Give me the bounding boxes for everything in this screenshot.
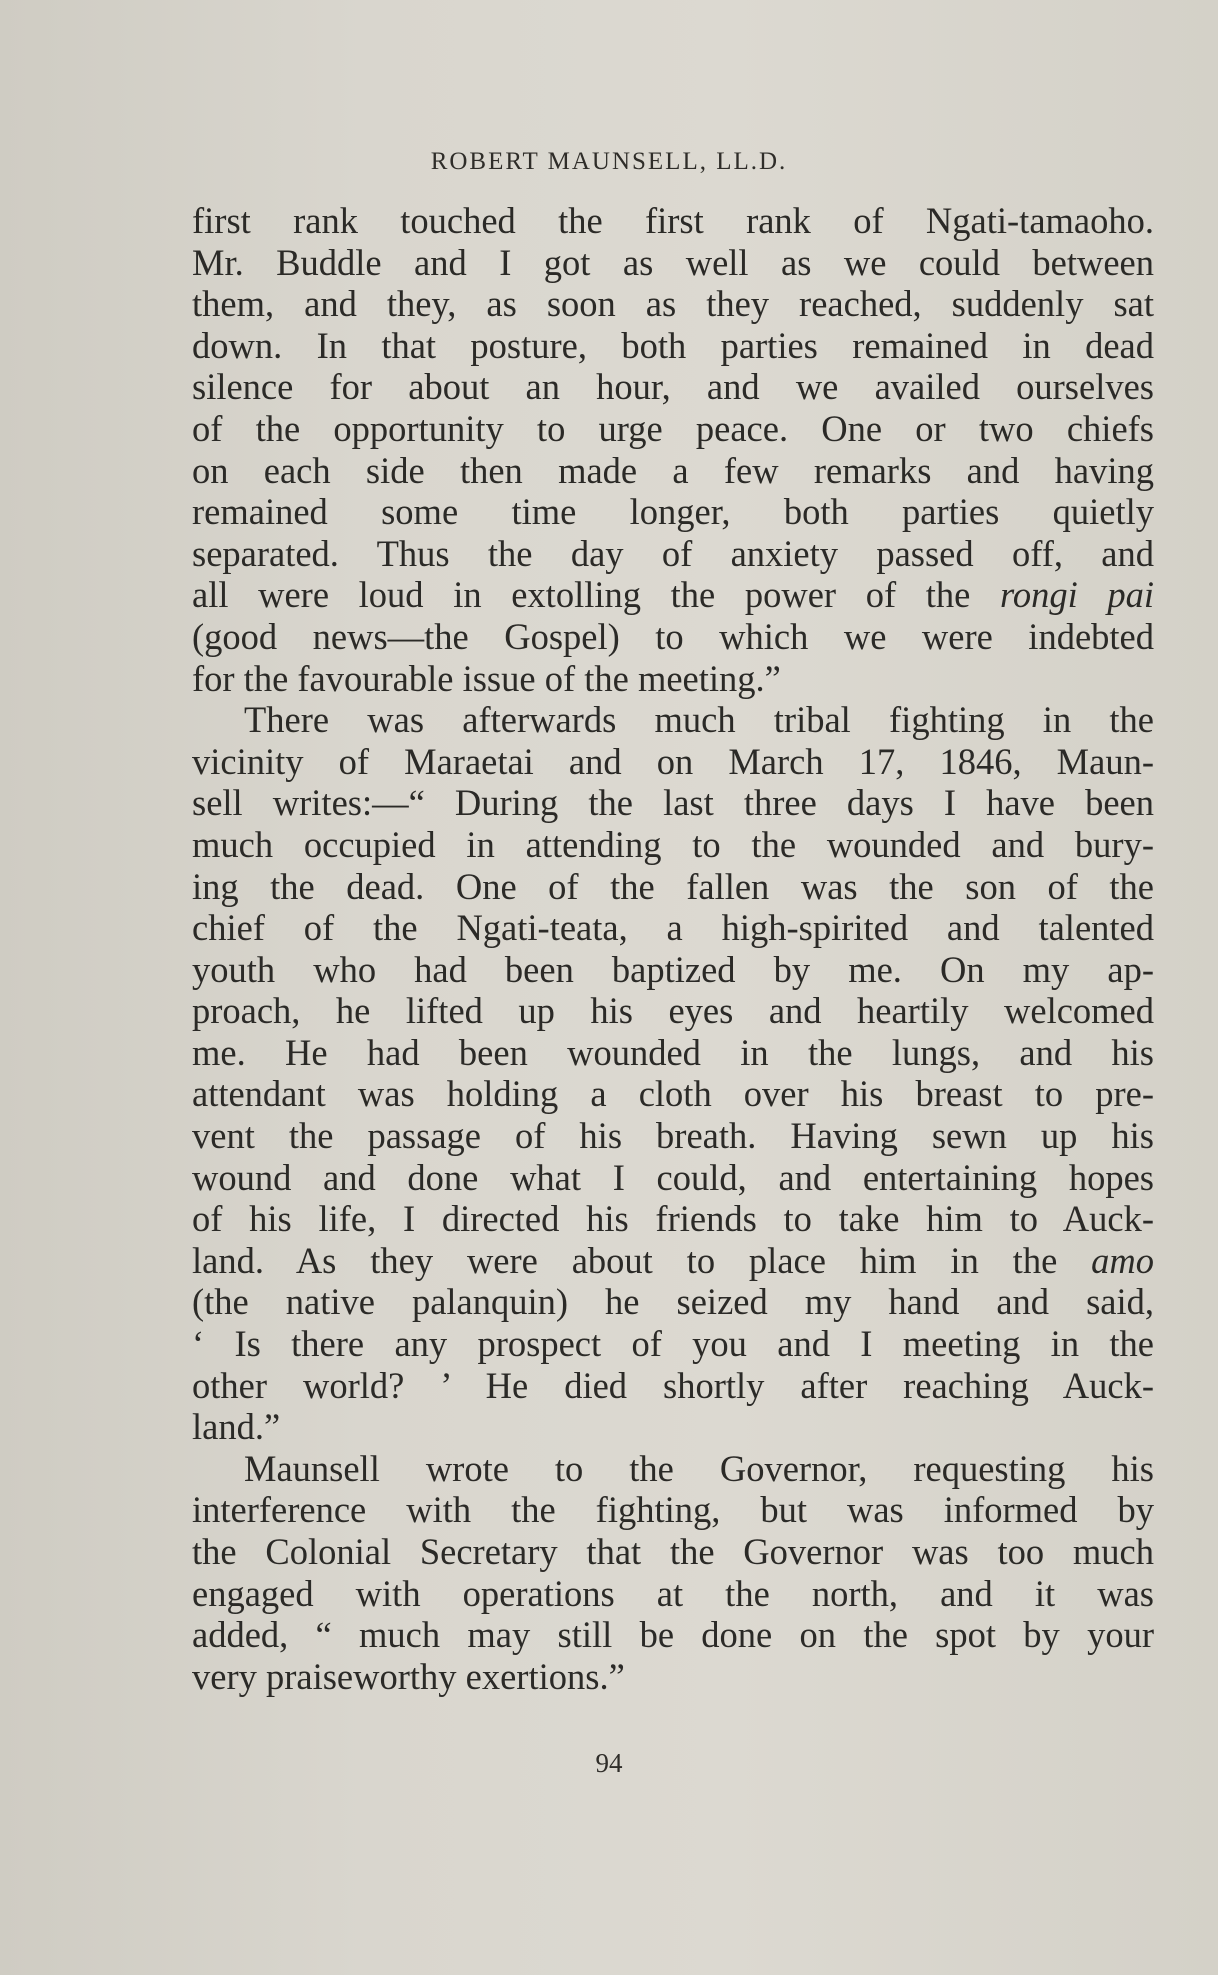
text-line [192, 866, 1154, 908]
body-text [192, 200, 1154, 1697]
text-line [192, 325, 1154, 367]
text-segment: of his life, I directed his friends to take him to Auck- [192, 1198, 1154, 1240]
text-line [192, 949, 1154, 991]
text-segment: wound and done what I could, and entertaining hopes [192, 1156, 1154, 1198]
text-line [192, 574, 1154, 616]
text-line [192, 1240, 1154, 1282]
text-line [192, 1032, 1154, 1074]
text-line [192, 491, 1154, 533]
text-segment: separated. Thus the day of anxiety passed off, and [192, 532, 1154, 574]
text-segment: added, “ much may still be done on the spot by your [192, 1614, 1154, 1656]
text-line [192, 533, 1154, 575]
text-line [192, 1365, 1154, 1407]
text-line [192, 1448, 1154, 1490]
text-segment: silence for about an hour, and we availed ourselves [192, 366, 1154, 408]
text-segment: much occupied in attending to the wounded and bury- [192, 823, 1154, 865]
paragraph [192, 699, 1154, 1448]
text-segment: (the native palanquin) he seized my hand and said, [192, 1281, 1154, 1323]
text-segment: youth who had been baptized by me. On my ap- [192, 948, 1154, 990]
text-line [192, 283, 1154, 325]
text-segment: me. He had been wounded in the lungs, and his [192, 1031, 1154, 1073]
text-segment: interference with the fighting, but was informed by [192, 1489, 1154, 1531]
paragraph [192, 1448, 1154, 1698]
text-line [192, 1406, 1154, 1448]
text-segment: attendant was holding a cloth over his breast to pre- [192, 1073, 1154, 1115]
text-segment: all were loud in extolling the power of the [192, 574, 1000, 616]
text-segment: on each side then made a few remarks and having [192, 449, 1154, 491]
text-segment: for the favourable issue of the meeting.” [192, 657, 781, 699]
text-segment: down. In that posture, both parties remained in dead [192, 324, 1154, 366]
text-line [192, 699, 1154, 741]
text-segment: Maunsell wrote to the Governor, requesting his [244, 1447, 1154, 1489]
text-line [192, 1489, 1154, 1531]
text-segment: sell writes:—“ During the last three days I have been [192, 782, 1154, 824]
text-segment: them, and they, as soon as they reached, suddenly sat [192, 283, 1154, 325]
text-segment: vent the passage of his breath. Having sewn up his [192, 1115, 1154, 1157]
text-segment: remained some time longer, both parties quietly [192, 491, 1154, 533]
text-segment: There was afterwards much tribal fighting in the [244, 699, 1154, 741]
text-segment: vicinity of Maraetai and on March 17, 1846, Maun- [192, 740, 1154, 782]
italic-term: amo [1091, 1239, 1154, 1281]
text-segment: the Colonial Secretary that the Governor was too much [192, 1531, 1154, 1572]
text-line [192, 408, 1154, 450]
text-line [192, 1614, 1154, 1656]
text-line [192, 990, 1154, 1032]
text-line [192, 741, 1154, 783]
text-line [192, 658, 1154, 700]
text-segment: engaged with operations at the north, and it was [192, 1572, 1154, 1614]
text-segment: first rank touched the first rank of Ngati-tamaoho. [192, 200, 1154, 241]
text-segment: ‘ Is there any prospect of you and I meeting in the [192, 1323, 1154, 1365]
text-segment: land.” [192, 1406, 281, 1448]
page-number: 94 [595, 1748, 623, 1778]
text-line [192, 1157, 1154, 1199]
text-segment: land. As they were about to place him in the [192, 1239, 1092, 1281]
text-line [192, 1656, 1154, 1698]
text-segment: ing the dead. One of the fallen was the son of the [192, 865, 1154, 907]
text-segment: very praiseworthy exertions.” [192, 1655, 625, 1697]
text-segment: of the opportunity to urge peace. One or two chiefs [192, 407, 1154, 449]
text-segment: chief of the Ngati-teata, a high-spirited and talented [192, 907, 1154, 949]
text-line [192, 1115, 1154, 1157]
text-line [192, 1323, 1154, 1365]
text-line [192, 200, 1154, 242]
text-line [192, 616, 1154, 658]
italic-term: rongi pai [999, 574, 1154, 616]
text-line [192, 242, 1154, 284]
text-line [192, 1281, 1154, 1323]
text-line [192, 1531, 1154, 1573]
text-segment: proach, he lifted up his eyes and heartily welcomed [192, 990, 1154, 1032]
text-line [192, 366, 1154, 408]
text-line [192, 824, 1154, 866]
text-segment: (good news—the Gospel) to which we were indebted [192, 615, 1154, 657]
paragraph [192, 200, 1154, 699]
text-line [192, 907, 1154, 949]
text-line [192, 1198, 1154, 1240]
text-segment: Mr. Buddle and I got as well as we could between [192, 241, 1154, 283]
running-head: ROBERT MAUNSELL, LL.D. [430, 148, 788, 175]
text-line [192, 1073, 1154, 1115]
text-line [192, 450, 1154, 492]
text-segment: other world? ’ He died shortly after reaching Auck- [192, 1364, 1154, 1406]
text-line [192, 1573, 1154, 1615]
text-line [192, 782, 1154, 824]
